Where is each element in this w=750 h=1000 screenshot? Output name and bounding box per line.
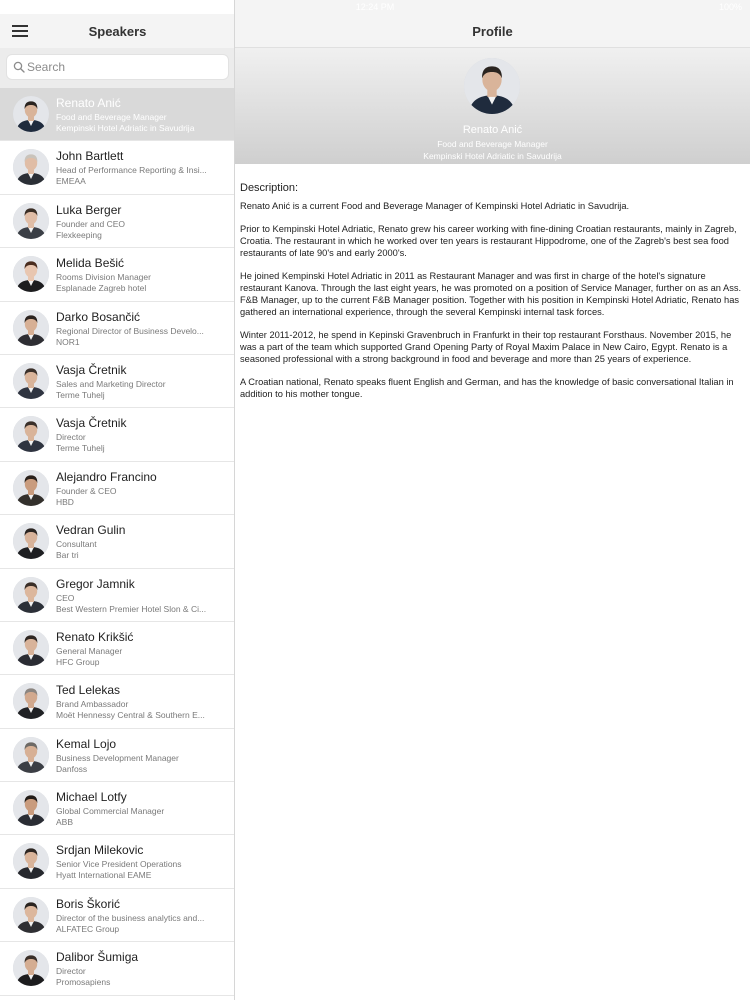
speaker-company: HBD xyxy=(56,496,74,507)
avatar xyxy=(13,363,49,399)
profile-title: Profile xyxy=(472,24,513,39)
speaker-name: Kemal Lojo xyxy=(56,736,117,751)
profile-portrait-icon xyxy=(464,58,520,114)
speaker-portrait-icon xyxy=(13,523,49,559)
speaker-list-item[interactable] xyxy=(0,942,235,995)
speaker-name: Ted Lelekas xyxy=(56,683,121,698)
speaker-role: Rooms Division Manager xyxy=(56,272,151,283)
avatar xyxy=(13,203,49,239)
speaker-name: Vedran Gulin xyxy=(56,523,126,538)
avatar xyxy=(13,950,49,986)
speaker-name: Renato Krikšić xyxy=(56,629,134,644)
speaker-name: Vasja Čretnik xyxy=(56,362,127,377)
speaker-list-item[interactable] xyxy=(0,729,235,782)
speaker-company: Flexkeeping xyxy=(56,229,102,240)
speaker-role: Food and Beverage Manager xyxy=(56,112,167,122)
avatar xyxy=(13,790,49,826)
avatar xyxy=(13,577,49,613)
speaker-list-item[interactable] xyxy=(0,622,235,675)
search-box[interactable] xyxy=(6,54,229,80)
speaker-portrait-icon xyxy=(13,843,49,879)
speaker-role: Regional Director of Business Develo... xyxy=(56,325,204,336)
profile-name: Renato Anić xyxy=(462,124,523,136)
speakers-title: Speakers xyxy=(88,24,147,39)
speaker-company: ABB xyxy=(56,817,74,828)
speaker-company: Esplanade Zagreb hotel xyxy=(56,283,147,294)
avatar xyxy=(13,149,49,185)
speaker-company: HFC Group xyxy=(56,656,100,667)
speaker-list-item[interactable] xyxy=(0,569,235,622)
speaker-portrait-icon xyxy=(13,363,49,399)
speaker-company: Best Western Premier Hotel Slon & Ci... xyxy=(56,603,207,614)
speaker-portrait-icon xyxy=(13,256,49,292)
avatar xyxy=(13,843,49,879)
speaker-name: Darko Bosančić xyxy=(56,309,141,324)
speaker-portrait-icon xyxy=(13,149,49,185)
speaker-company: EMEAA xyxy=(56,176,86,187)
profile-company: Kempinski Hotel Adriatic in Savudrija xyxy=(423,151,562,161)
speaker-role: Director xyxy=(56,966,86,977)
speaker-list-item[interactable] xyxy=(0,88,235,141)
speaker-role: Senior Vice President Operations xyxy=(56,859,182,870)
speaker-list xyxy=(0,88,235,996)
speaker-list-item[interactable] xyxy=(0,782,235,835)
speaker-name: John Bartlett xyxy=(56,149,124,164)
speaker-name: Boris Škorić xyxy=(56,896,121,911)
avatar xyxy=(13,416,49,452)
speaker-role: Global Commercial Manager xyxy=(56,806,165,817)
speaker-company: Bar tri xyxy=(56,550,79,561)
speaker-portrait-icon xyxy=(13,737,49,773)
speaker-role: Director of the business analytics and... xyxy=(56,912,205,923)
speaker-name: Srdjan Milekovic xyxy=(56,843,144,858)
speaker-name: Melida Bešić xyxy=(56,256,125,271)
avatar xyxy=(13,630,49,666)
battery-level: 100% xyxy=(718,2,742,12)
speaker-company: Terme Tuhelj xyxy=(56,389,105,400)
search-icon xyxy=(13,61,25,73)
speaker-role: Brand Ambassador xyxy=(56,699,129,710)
speaker-role: Sales and Marketing Director xyxy=(56,378,166,389)
search-input[interactable] xyxy=(27,58,223,76)
avatar xyxy=(13,310,49,346)
speaker-portrait-icon xyxy=(13,950,49,986)
speaker-company: Kempinski Hotel Adriatic in Savudrija xyxy=(56,123,195,133)
speaker-name: Renato Anić xyxy=(56,96,121,110)
speaker-portrait-icon xyxy=(13,203,49,239)
description-paragraph: Renato Anić is a current Food and Beverage Manager of Kempinski Hotel Adriatic in Savudrija. xyxy=(240,201,630,211)
avatar xyxy=(13,256,49,292)
speaker-company: Hyatt International EAME xyxy=(56,870,152,881)
speaker-list-item[interactable] xyxy=(0,889,235,942)
description-label: Description: xyxy=(240,182,299,194)
avatar xyxy=(13,897,49,933)
profile-role: Food and Beverage Manager xyxy=(437,139,548,149)
profile-avatar xyxy=(464,58,520,114)
avatar xyxy=(13,523,49,559)
avatar xyxy=(13,737,49,773)
speaker-company: Danfoss xyxy=(56,763,88,774)
speaker-company: NOR1 xyxy=(56,336,80,347)
description-paragraph: A Croatian national, Renato speaks fluent English and German, and has the knowledge of basic conversational Italian in addition to his mother tongue. xyxy=(240,377,734,399)
speaker-role: Founder & CEO xyxy=(56,485,117,496)
speaker-list-item[interactable] xyxy=(0,195,235,248)
speaker-portrait-icon xyxy=(13,416,49,452)
speaker-portrait-icon xyxy=(13,96,49,132)
speaker-list-item[interactable] xyxy=(0,675,235,728)
speaker-name: Alejandro Francino xyxy=(56,469,157,484)
speaker-portrait-icon xyxy=(13,310,49,346)
speaker-list-item[interactable] xyxy=(0,302,235,355)
description-paragraph: He joined Kempinski Hotel Adriatic in 2011 as Restaurant Manager and was first in charge of the hotel's signature restaurant Kanova. Through the last eight years, he was promoted on a position of Service Manager, further on as an Ass. F&B Manager, up to the current F&B Manager position. Together with his position in Kempinski Hotel Adriatic, Renato has gathered an international experience, through the several Kempinski internal task forces. xyxy=(240,271,742,317)
avatar xyxy=(13,96,49,132)
speaker-portrait-icon xyxy=(13,577,49,613)
speaker-list-item[interactable] xyxy=(0,515,235,568)
speaker-name: Vasja Čretnik xyxy=(56,416,127,431)
speaker-name: Luka Berger xyxy=(56,202,122,217)
speaker-portrait-icon xyxy=(13,683,49,719)
speaker-role: Director xyxy=(56,432,86,443)
speaker-role: Consultant xyxy=(56,539,97,550)
avatar xyxy=(13,470,49,506)
speakers-header xyxy=(0,14,235,48)
speaker-role: Business Development Manager xyxy=(56,752,179,763)
speaker-list-item[interactable] xyxy=(0,355,235,408)
speaker-name: Dalibor Šumiga xyxy=(56,950,139,965)
speaker-company: Terme Tuhelj xyxy=(56,443,105,454)
speaker-portrait-icon xyxy=(13,790,49,826)
speaker-list-item[interactable] xyxy=(0,835,235,888)
profile-header xyxy=(235,14,750,48)
speaker-list-item[interactable] xyxy=(0,248,235,301)
speaker-name: Michael Lotfy xyxy=(56,790,127,805)
profile-banner xyxy=(235,48,750,164)
avatar xyxy=(13,683,49,719)
description-paragraph: Prior to Kempinski Hotel Adriatic, Renato grew his career working with fine-dining Croatian restaurants, mainly in Zagreb, Croatia. The restaurant in which he worked over ten years is restaurant Hippodrome, one of the Zagreb's best sea food restaurants of late 90's and early 2000's. xyxy=(240,224,737,258)
clock: 12:24 PM xyxy=(355,2,395,12)
speaker-portrait-icon xyxy=(13,470,49,506)
speaker-list-item[interactable] xyxy=(0,462,235,515)
speaker-role: Head of Performance Reporting & Insi... xyxy=(56,165,207,176)
speaker-portrait-icon xyxy=(13,897,49,933)
profile-description xyxy=(240,182,745,411)
search-bar xyxy=(0,48,235,88)
speaker-list-item[interactable] xyxy=(0,408,235,461)
speaker-portrait-icon xyxy=(13,630,49,666)
speaker-company: ALFATEC Group xyxy=(56,923,120,934)
speaker-role: CEO xyxy=(56,592,75,603)
description-paragraph: Winter 2011-2012, he spend in Kepinski Gravenbruch in Franfurkt in their top restaurant Forsthaus. November 2015, he was a part of the team which supported Grand Opening Party of Royal Maxim Palace in New Cairo, Egypt. Renato is a seasoned professional with a strong background in food and beverage and more than 25 years of experience. xyxy=(240,330,732,364)
speakers-pane xyxy=(0,0,235,1000)
speaker-name: Gregor Jamnik xyxy=(56,576,135,591)
speaker-company: Promosapiens xyxy=(56,977,111,988)
speaker-company: Moët Hennessy Central & Southern E... xyxy=(56,710,205,721)
speaker-list-item[interactable] xyxy=(0,141,235,194)
speaker-role: Founder and CEO xyxy=(56,218,125,229)
speaker-role: General Manager xyxy=(56,645,123,656)
